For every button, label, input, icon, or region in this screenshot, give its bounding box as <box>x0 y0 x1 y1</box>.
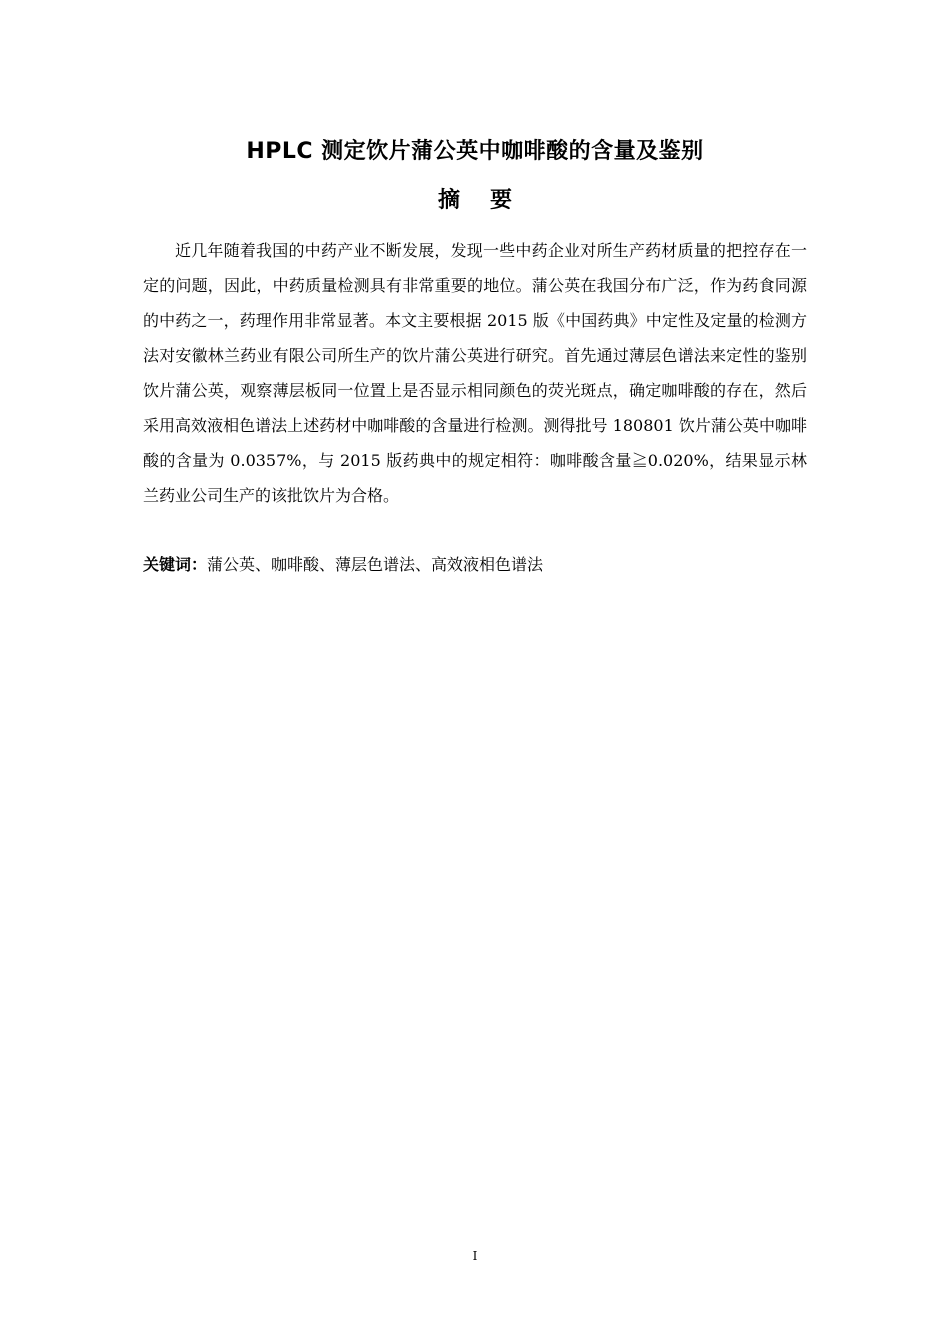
abstract-heading: 摘要 <box>437 188 542 213</box>
page-number: I <box>472 1249 478 1263</box>
keywords-line <box>143 549 807 581</box>
abstract-body: 近几年随着我国的中药产业不断发展，发现一些中药企业对所生产药材质量的把控存在一定的问题，因此，中药质量检测具有非常重要的地位。蒲公英在我国分布广泛，作为药食同源的中药之一，药理作用非常显著。本文主要根据 2015 版《中国药典》中定性及定量的检测方法对安徽林兰药业有限公司所生产的饮片蒲公英进行研究。首先通过薄层色谱法来定性的鉴别饮片蒲公英，观察薄层板同一位置上是否显示相同颜色的荧光斑点，确定咖啡酸的存在，然后采用高效液相色谱法上述药材中咖啡酸的含量进行检测。测得批号 180801 饮片蒲公英中咖啡酸的含量为 0.0357%，与 2015 版药典中的规定相符：咖啡酸含量≧0.020%，结果显示林兰药业公司生产的该批饮片为合格。 <box>143 241 807 505</box>
paper-title: HPLC 测定饮片蒲公英中咖啡酸的含量及鉴别 <box>246 139 704 164</box>
keywords-text: 蒲公英、咖啡酸、薄层色谱法、高效液相色谱法 <box>207 555 544 574</box>
keywords-label: 关键词： <box>143 555 208 574</box>
